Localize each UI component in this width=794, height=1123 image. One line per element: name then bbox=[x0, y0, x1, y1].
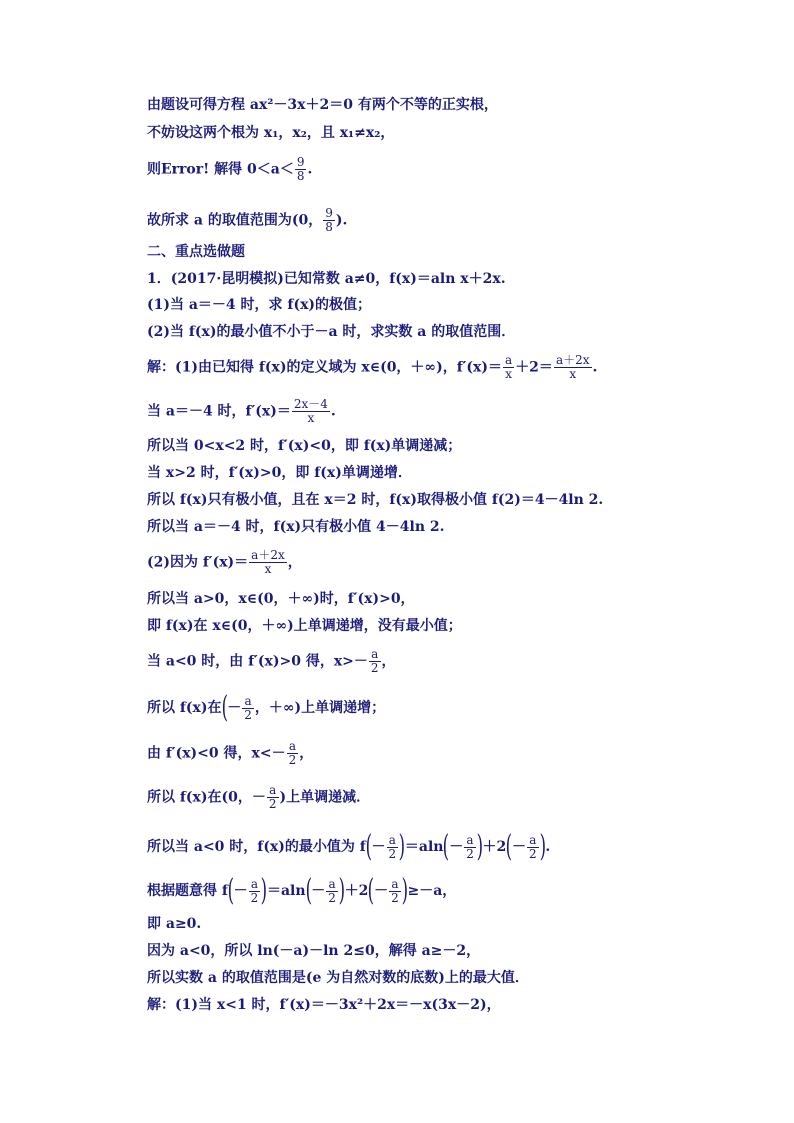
text-line: 当 a＝－4 时，f′(x)＝ $\frac{2x-4}{x}$ . bbox=[147, 397, 336, 425]
text-line: 因为 a<0，所以 ln(－a)－ln 2≤0，解得 a≥－2， bbox=[147, 943, 481, 959]
fraction: $\frac{a+2x}{x}$ bbox=[555, 353, 590, 381]
fraction: $\frac{a}{2}$ bbox=[328, 876, 336, 905]
fraction: $\frac{a}{2}$ bbox=[466, 832, 474, 861]
text-line: 即 a≥0. bbox=[147, 916, 202, 932]
fraction: $\frac{2x-4}{x}$ bbox=[293, 397, 328, 425]
text-line: 所以当 0<x<2 时，f′(x)<0，即 f(x)单调递减； bbox=[147, 438, 462, 454]
fraction: $\frac{9}{8}$ bbox=[325, 206, 333, 234]
text-line: 当 x>2 时，f′(x)>0，即 f(x)单调递增． bbox=[147, 465, 412, 481]
text-line: 所以 f(x)在(0，－ $\frac{a}{2}$ )上单调递减． bbox=[147, 783, 371, 811]
fraction: $\frac{a}{2}$ bbox=[250, 876, 259, 905]
text-line: 由题设可得方程 ax²－3x＋2＝0 有两个不等的正实根， bbox=[147, 97, 498, 113]
text-line: 解：(1)由已知得 f(x)的定义域为 x∈(0，＋∞)，f′(x)＝ $\frac{a}{x}$ ＋2＝ $\frac{a+2x}{x}$ . bbox=[147, 353, 598, 381]
problem-statement: 1．(2017·昆明模拟)已知常数 a≠0，f(x)＝aln x＋2x. bbox=[147, 271, 506, 287]
fraction: $\frac{a}{2}$ bbox=[391, 876, 399, 905]
text-line: 由 f′(x)<0 得，x<－ $\frac{a}{2}$ ， bbox=[147, 739, 314, 767]
text-line: 所以当 a>0，x∈(0，＋∞)时，f′(x)>0， bbox=[147, 591, 415, 607]
fraction: $\frac{9}{8}$ bbox=[296, 155, 305, 183]
fraction: $\frac{a}{2}$ bbox=[529, 832, 537, 861]
text-line: 所以实数 a 的取值范围是(e 为自然对数的底数)上的最大值． bbox=[147, 970, 529, 986]
text-line: 所以当 a＝－4 时，f(x)只有极小值 4－4ln 2. bbox=[147, 519, 445, 535]
fraction: $\frac{a}{2}$ bbox=[370, 647, 379, 675]
text-line: 所以 f(x)只有极小值，且在 x＝2 时，f(x)取得极小值 f(2)＝4－4ln 2. bbox=[147, 492, 604, 508]
fraction: $\frac{a+2x}{x}$ bbox=[251, 548, 285, 576]
text-line: 当 a<0 时，由 f′(x)>0 得，x>－ $\frac{a}{2}$ ， bbox=[147, 647, 396, 675]
text-line: 根据题意得 f(－ $\frac{a}{2}$ )＝aln(－ $\frac{a}{2}$ )＋2(－ $\frac{a}{2}$ )≥－a， bbox=[147, 873, 457, 908]
text-line: 所以当 a<0 时，f(x)的最小值为 f(－ $\frac{a}{2}$ )＝aln(－ $\frac{a}{2}$ )＋2(－ $\frac{a}{2}$ ). bbox=[147, 829, 551, 864]
fraction: $\frac{a}{2}$ bbox=[288, 739, 297, 767]
text-line: (1)当 a＝－4 时，求 f(x)的极值； bbox=[147, 297, 372, 313]
text-line: 解：(1)当 x<1 时，f′(x)＝－3x²＋2x＝－x(3x－2)， bbox=[147, 997, 501, 1013]
text-line: 故所求 a 的取值范围为(0， $\frac{9}{8}$ ). bbox=[147, 206, 348, 234]
text-line: (2)因为 f′(x)＝ $\frac{a+2x}{x}$ ， bbox=[147, 548, 302, 576]
fraction: $\frac{a}{2}$ bbox=[244, 693, 252, 722]
text-line: (2)当 f(x)的最小值不小于－a 时，求实数 a 的取值范围． bbox=[147, 324, 516, 340]
text-line: 则Error! 解得 0＜a＜ $\frac{9}{8}$ . bbox=[147, 155, 313, 183]
fraction: $\frac{a}{2}$ bbox=[388, 832, 397, 861]
text-line: 所以 f(x)在(－ $\frac{a}{2}$ ，＋∞)上单调递增； bbox=[147, 690, 386, 725]
fraction: $\frac{a}{2}$ bbox=[268, 783, 277, 811]
fraction: $\frac{a}{x}$ bbox=[505, 353, 513, 381]
section-heading: 二、重点选做题 bbox=[147, 244, 245, 260]
text-line: 即 f(x)在 x∈(0，＋∞)上单调递增，没有最小值； bbox=[147, 618, 462, 634]
text-line: 不妨设这两个根为 x₁，x₂，且 x₁≠x₂， bbox=[147, 125, 395, 141]
